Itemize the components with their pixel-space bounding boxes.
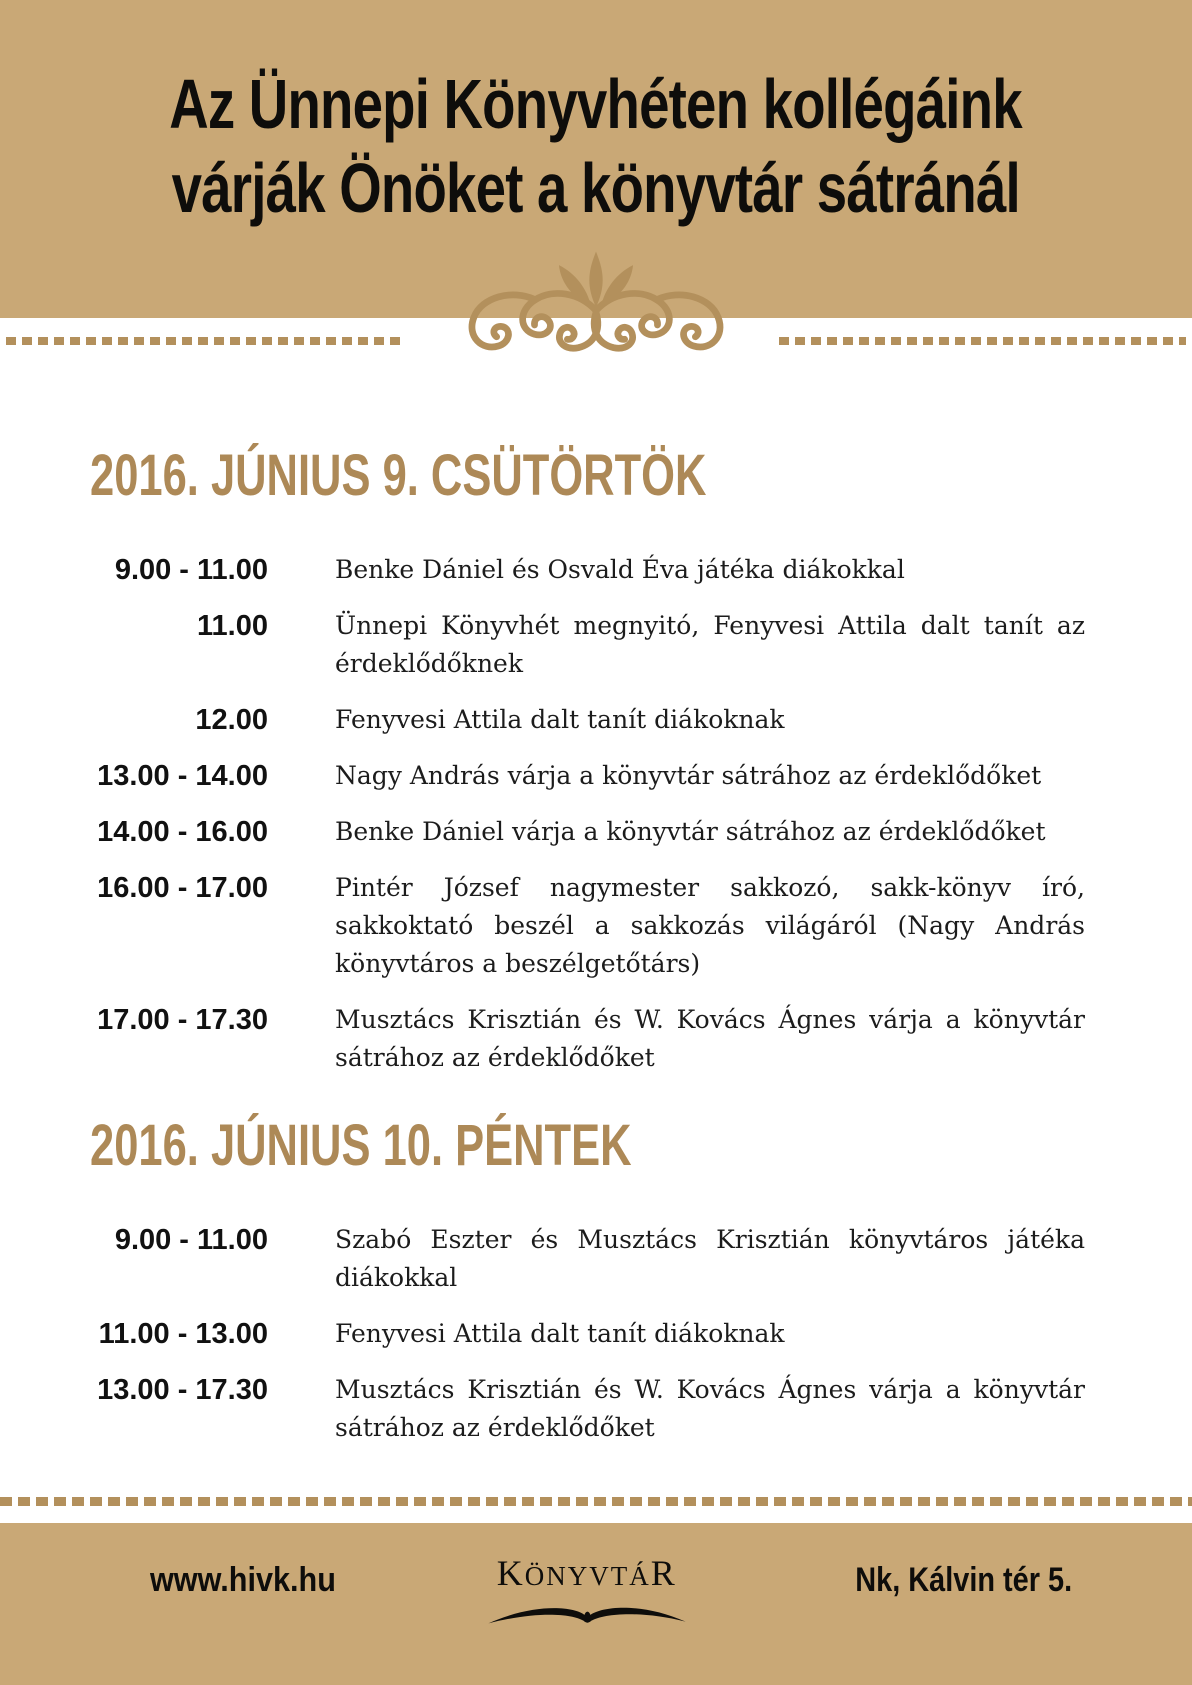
schedule-section [0, 443, 1192, 1077]
event-desc: Benke Dániel várja a könyvtár sátrához az érdeklődőket [335, 817, 1046, 846]
schedule-row [0, 701, 1192, 739]
open-book-icon [477, 1597, 697, 1631]
logo-letter-first: K [496, 1553, 525, 1593]
schedule [0, 443, 1192, 1447]
website-url: www.hivk.hu [150, 1561, 336, 1599]
section-rows [0, 1221, 1192, 1447]
address-text: Nk, Kálvin tér 5. [855, 1561, 1072, 1599]
page-title [0, 0, 1192, 230]
event-desc: Szabó Eszter és Musztács Krisztián könyvtáros játéka diákokkal [335, 1225, 1085, 1292]
page-title-line1: Az Ünnepi Könyvhéten kollégáink [169, 65, 1023, 143]
dashed-divider-left [6, 337, 404, 345]
schedule-row [0, 551, 1192, 589]
footer-banner [0, 1523, 1192, 1685]
event-time: 12.00 [195, 704, 268, 736]
schedule-row [0, 757, 1192, 795]
event-desc: Fenyvesi Attila dalt tanít diákoknak [335, 705, 785, 734]
event-desc: Nagy András várja a könyvtár sátrához az érdeklődőket [335, 761, 1042, 790]
schedule-row [0, 1221, 1192, 1297]
event-desc: Ünnepi Könyvhét megnyitó, Fenyvesi Attila dalt tanít az érdeklődőknek [335, 611, 1085, 678]
schedule-row [0, 813, 1192, 851]
logo-letter-last: R [650, 1553, 677, 1593]
event-desc: Pintér József nagymester sakkozó, sakk-könyv író, sakkoktató beszél a sakkozás világáról (Nagy András könyvtáros a beszélgetőtárs) [335, 873, 1085, 978]
event-time: 9.00 - 11.00 [114, 554, 268, 586]
section-heading: 2016. JÚNIUS 9. CSÜTÖRTÖK [90, 443, 707, 508]
event-time: 13.00 - 17.30 [97, 1374, 268, 1406]
section-rows [0, 551, 1192, 1077]
library-logo-wordmark [457, 1555, 717, 1599]
schedule-row [0, 607, 1192, 683]
event-desc: Fenyvesi Attila dalt tanít diákoknak [335, 1319, 785, 1348]
event-time: 13.00 - 14.00 [97, 760, 268, 792]
event-desc: Musztács Krisztián és W. Kovács Ágnes várja a könyvtár sátrához az érdeklődőket [335, 1375, 1085, 1442]
schedule-row [0, 1001, 1192, 1077]
schedule-section [0, 1113, 1192, 1447]
dashed-divider-bottom [0, 1497, 1192, 1506]
event-time: 9.00 - 11.00 [114, 1224, 268, 1256]
dashed-divider-right [779, 337, 1186, 345]
event-desc: Benke Dániel és Osvald Éva játéka diákokkal [335, 555, 905, 584]
page-title-line2: várják Önöket a könyvtár sátránál [171, 149, 1021, 227]
event-time: 17.00 - 17.30 [97, 1004, 268, 1036]
event-time: 11.00 [197, 610, 268, 642]
schedule-row [0, 1371, 1192, 1447]
event-time: 11.00 - 13.00 [98, 1318, 268, 1350]
flourish-divider-icon [436, 250, 756, 378]
event-desc: Musztács Krisztián és W. Kovács Ágnes várja a könyvtár sátrához az érdeklődőket [335, 1005, 1085, 1072]
schedule-row [0, 869, 1192, 983]
event-time: 16.00 - 17.00 [97, 872, 268, 904]
logo-letters-middle: ÖNYVTÁ [524, 1561, 651, 1591]
library-logo [457, 1555, 717, 1631]
schedule-row [0, 1315, 1192, 1353]
section-heading: 2016. JÚNIUS 10. PÉNTEK [90, 1113, 632, 1178]
event-time: 14.00 - 16.00 [97, 816, 268, 848]
